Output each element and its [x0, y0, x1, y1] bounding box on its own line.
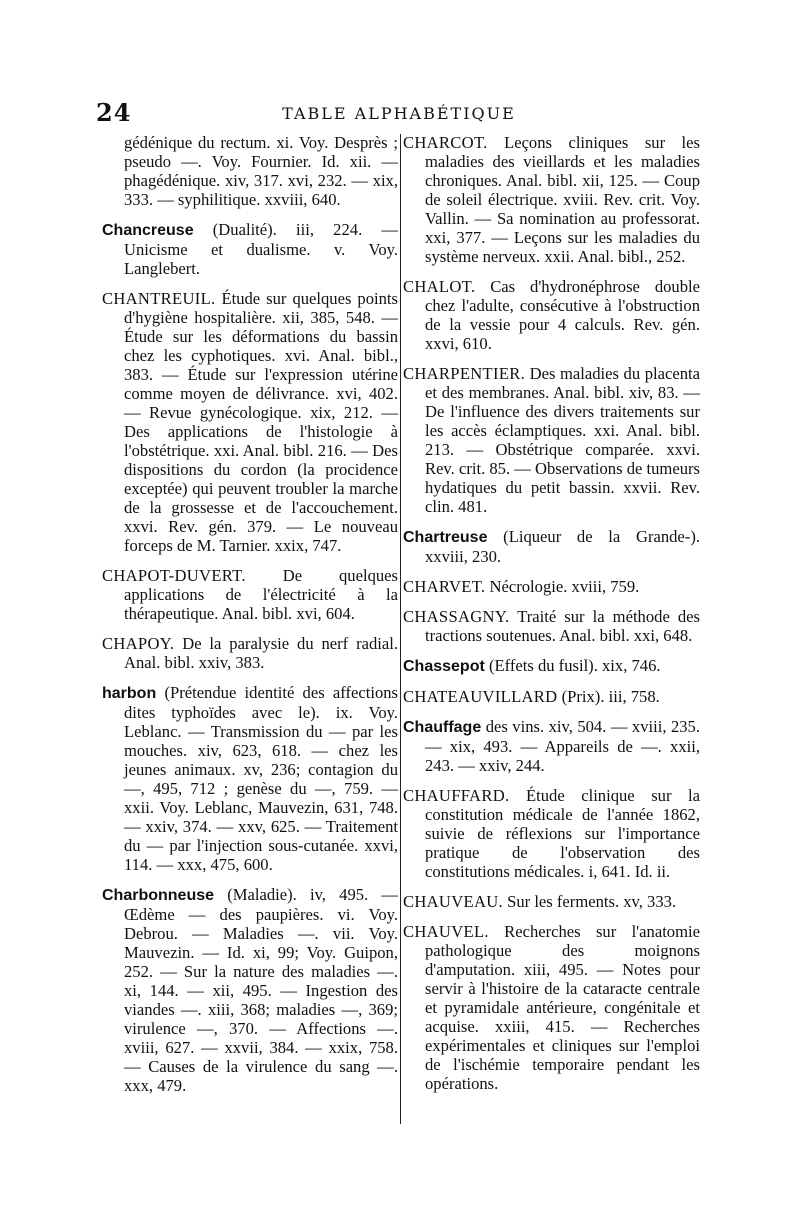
entry-heading: CHAUVEL.	[403, 922, 489, 941]
left-column	[102, 133, 398, 1143]
entry-text: (Liqueur de la Grande-). xxviii, 230.	[425, 527, 700, 566]
index-entry	[102, 634, 398, 672]
entry-text: Nécrologie. xviii, 759.	[485, 577, 640, 596]
entry-text: Sur les ferments. xv, 333.	[502, 892, 677, 911]
entry-heading: CHATEAUVILLARD	[403, 687, 558, 706]
index-entry	[403, 277, 700, 353]
index-entry	[403, 364, 700, 516]
entry-heading: CHANTREUIL.	[102, 289, 216, 308]
index-entry	[102, 566, 398, 623]
index-entry	[102, 885, 398, 1095]
entry-heading: CHAPOT-DUVERT.	[102, 566, 246, 585]
entry-text: (Effets du fusil). xix, 746.	[484, 656, 661, 675]
entry-text: (Dualité). iii, 224. — Unicisme et dualisme. v. Voy. Langlebert.	[124, 220, 398, 278]
entry-heading: CHARCOT.	[403, 133, 488, 152]
index-entry	[403, 577, 700, 596]
entry-text: gédénique du rectum. xi. Voy. Desprès ; pseudo —. Voy. Fournier. Id. xii. — phagédénique. xiv, 317. xvi, 232. — xix, 333. — syphilitique. xxviii, 640.	[124, 133, 398, 209]
entry-text: De la paralysie du nerf radial. Anal. bibl. xxiv, 383.	[124, 634, 398, 672]
index-entry	[403, 922, 700, 1093]
running-title: TABLE ALPHABÉTIQUE	[282, 104, 516, 123]
entry-heading: CHAUVEAU.	[403, 892, 503, 911]
index-entry	[403, 892, 700, 911]
index-entry	[403, 656, 700, 676]
index-entry	[102, 683, 398, 874]
entry-heading: Chassepot	[403, 658, 485, 675]
entry-heading: Charbonneuse	[102, 887, 215, 904]
entry-text: Étude clinique sur la constitution médicale de l'année 1862, suivie de réflexions sur l'importance pratique de l'observation des constitutions médicales. i, 641. Id. ii.	[425, 786, 700, 881]
index-entry	[102, 289, 398, 555]
entry-text: Des maladies du placenta et des membranes. Anal. bibl. xiv, 83. — De l'influence des divers traitements sur les accès éclamptiques. xxi. Anal. bibl. 213. — Obstétrique comparée. xxvi. Rev. crit. 85. — Observations de tumeurs hydatiques du petit bassin. xxvii. Rev. clin. 481.	[425, 364, 700, 516]
page-number: 24	[96, 98, 132, 127]
index-entry	[403, 786, 700, 881]
entry-heading: Chancreuse	[102, 222, 194, 239]
entry-heading: CHARPENTIER.	[403, 364, 526, 383]
index-entry	[403, 527, 700, 566]
entry-text: (Prix). iii, 758.	[557, 687, 660, 706]
entry-text: Cas d'hydronéphrose double chez l'adulte, consécutive à l'obstruction de la vessie pour 4 calculs. Rev. gén. xxvi, 610.	[425, 277, 700, 353]
index-entry	[403, 607, 700, 645]
entry-text: Traité sur la méthode des tractions soutenues. Anal. bibl. xxi, 648.	[425, 607, 700, 645]
column-divider	[400, 134, 401, 1124]
index-entry	[102, 133, 398, 209]
entry-heading: CHAUFFARD.	[403, 786, 510, 805]
entry-text: De quelques applications de l'électricité à la thérapeutique. Anal. bibl. xvi, 604.	[124, 566, 398, 623]
index-entry	[102, 220, 398, 278]
entry-text: des vins. xiv, 504. — xviii, 235. — xix, 493. — Appareils de —. xxii, 243. — xxiv, 244.	[425, 717, 700, 775]
page-header	[96, 98, 702, 128]
entry-text: Leçons cliniques sur les maladies des vieillards et les maladies chroniques. Anal. bibl. xii, 125. — Coup de soleil électrique. xviii. Rev. crit. Voy. Vallin. — Sa nomination au professorat. xxi, 377. — Leçons sur les maladies du système nerveux. xxii. Anal. bibl., 252.	[425, 133, 700, 266]
entry-text: (Prétendue identité des affections dites typhoïdes avec le). ix. Voy. Leblanc. — Transmission du — par les mouches. xiv, 623, 618. — chez les jeunes animaux. xv, 236; contagion du —, 495, 712 ; genèse du —, 759. — xxii. Voy. Leblanc, Mauvezin, 631, 748. — xxiv, 374. — xxv, 625. — Traitement du — par l'injection sous-cutanée. xxvi, 114. — xxx, 475, 600.	[124, 683, 398, 874]
entry-heading: Chartreuse	[403, 529, 488, 546]
entry-heading: CHALOT.	[403, 277, 476, 296]
entry-text: Recherches sur l'anatomie pathologique des moignons d'amputation. xiii, 495. — Notes pour servir à l'histoire de la cataracte centrale et pyramidale antérieure, congénitale et acquise. xxiii, 415. — Recherches expérimentales et cliniques sur l'emploi de l'ischémie temporaire pendant les opérations.	[425, 922, 700, 1093]
entry-heading: Chauffage	[403, 719, 482, 736]
index-entry	[403, 717, 700, 775]
index-entry	[403, 687, 700, 706]
index-entry	[403, 133, 700, 266]
right-column	[403, 133, 700, 1143]
entry-heading: CHARVET.	[403, 577, 486, 596]
entry-heading: CHASSAGNY.	[403, 607, 510, 626]
entry-text: Étude sur quelques points d'hygiène hospitalière. xii, 385, 548. — Étude sur les déformations du bassin chez les cyphotiques. xvi. Anal. bibl., 383. — Étude sur l'expression utérine comme moyen de délivrance. xvi, 402. — Revue gynécologique. xix, 212. — Des applications de l'histologie à l'obstétrique. xxi. Anal. bibl. 216. — Des dispositions du cordon (la procidence exceptée) qui peuvent troubler la marche de la grossesse et de l'accouchement. xxvi. Rev. gén. 379. — Le nouveau forceps de M. Tarnier. xxix, 747.	[124, 289, 398, 555]
entry-text: (Maladie). iv, 495. — Œdème — des paupières. vi. Voy. Debrou. — Maladies —. vii. Voy. Mauvezin. — Id. xi, 99; Voy. Guipon, 252. — Sur la nature des maladies —. xi, 144. — xii, 495. — Ingestion des viandes —. xiii, 368; maladies —, 369; virulence —, 370. — Affections —. xviii, 627. — xxvii, 384. — xxix, 758. — Causes de la virulence du sang —. xxx, 479.	[124, 885, 398, 1095]
entry-heading: harbon	[102, 685, 157, 702]
entry-heading: CHAPOY.	[102, 634, 175, 653]
